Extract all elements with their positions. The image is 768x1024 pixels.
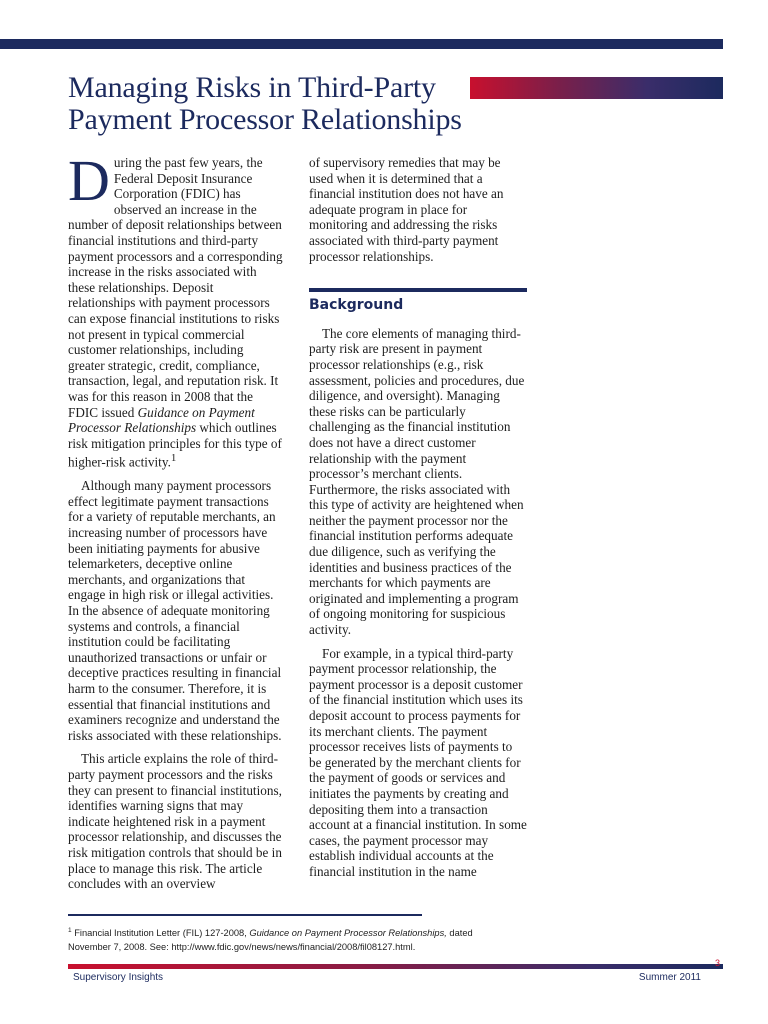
background-paragraph-2: For example, in a typical third-party payment processor relationship, the payment processor is a deposit customer of the financial institution which uses its deposit account to process payments for its merchant clients. The payment processor receives lists of payments to be generated by the merchant clients for the payment of goods or services and initiates the payments by creating and depositing them into a transaction account at a financial institution. In some cases, the payment processor may establish individual accounts at the financial institution in the name [309,645,527,879]
footnote-text-start: Financial Institution Letter (FIL) 127-2008, [71,928,250,939]
paragraph-1-text: uring the past few years, the Federal Deposit Insurance Corporation (FDIC) has observed an increase in the number of deposit relationships between financial institutions and third-party payment processors and a corresponding increase in the risks associated with these relationships. Deposit relationships with payment processors can expose financial institutions to risks not present in typical commercial customer relationships, including greater strategic, credit, compliance, transaction, legal, and reputation risk. It was for this reason in 2008 that the FDIC issued [68,155,283,420]
footnote-reference: 1 [170,452,177,465]
footnote-text-end: dated November 7, 2008. See: http://www.fdic.gov/news/news/financial/2008/fil08127.html. [68,928,473,953]
article-title [68,72,462,136]
section-rule [309,288,527,292]
footnote-italic-title: Guidance on Payment Processor Relationships, [249,928,447,939]
title-accent-bar [470,77,723,99]
text-column-1 [68,148,283,900]
text-column-2 [309,155,527,888]
drop-cap: D [68,148,110,213]
paragraph-continued: of supervisory remedies that may be used when it is determined that a financial institution does not have an adequate program in place for monitoring and addressing the risks associated with third-party payment processor relationships. [309,155,504,264]
footer-accent-bar [68,964,723,969]
paragraph-1-end: which outlines risk mitigation principles for this type of higher-risk activity. [68,420,282,470]
title-line-1: Managing Risks in Third-Party [68,71,436,104]
paragraph-1 [68,148,283,470]
issue-date: Summer 2011 [638,972,701,983]
footnote [68,924,518,954]
title-line-2: Payment Processor Relationships [68,103,462,136]
section-heading-background: Background [309,297,404,314]
footnote-rule [68,914,422,916]
guidance-title-italic: Guidance on Payment Processor Relationships [68,404,255,436]
publication-name: Supervisory Insights [73,972,164,983]
footnote-number: 1 [68,927,72,934]
paragraph-2: Although many payment processors effect legitimate payment transactions for a variety of reputable merchants, an increasing number of processors have been initiating payments for abusive telemarketers, deceptive online merchants, and organizations that engage in high risk or illegal activities. In the absence of adequate monitoring systems and controls, a financial institution could be facilitating unauthorized transactions or unfair or deceptive practices resulting in financial harm to the consumer. Therefore, it is essential that financial institutions and examiners recognize and understand the risks associated with these relationships. [68,478,282,743]
page-number: 3 [715,958,721,968]
header-rule [0,39,723,49]
background-paragraph-1: The core elements of managing third-party risk are present in payment processor relationships (e.g., risk assessment, policies and procedures, due diligence, and oversight). Managing these risks can be particularly challenging as the financial institution does not have a direct customer relationship with the payment processor’s merchant clients. Furthermore, the risks associated with this type of activity are heightened when neither the payment processor nor the financial institution performs adequate due diligence, such as verifying the identities and business practices of the merchants for which payments are originated and implementing a program of ongoing monitoring for suspicious activity. [309,325,525,638]
paragraph-3: This article explains the role of third-party payment processors and the risks they can present to financial institutions, identifies warning signs that may indicate heightened risk in a payment processor relationship, and discusses the risk mitigation controls that should be in place to manage this risk. The article concludes with an overview [68,751,282,892]
